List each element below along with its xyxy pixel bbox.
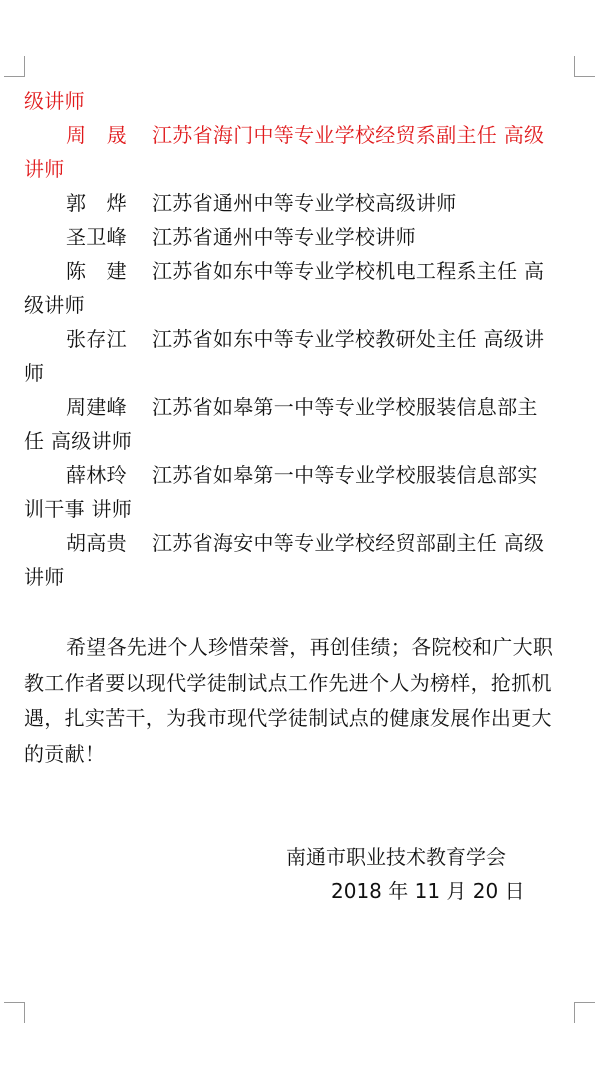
list-item bbox=[24, 390, 576, 424]
list-item bbox=[24, 458, 576, 492]
awardee-list bbox=[24, 84, 576, 594]
person-name: 周 晟 bbox=[66, 123, 127, 147]
list-item bbox=[24, 254, 576, 288]
list-line: 训干事 讲师 bbox=[24, 497, 133, 521]
list-item bbox=[24, 322, 576, 356]
list-line: 级讲师 bbox=[24, 89, 85, 113]
person-title: 江苏省如皋第一中等专业学校服装信息部主 bbox=[152, 395, 538, 419]
person-name: 周建峰 bbox=[66, 395, 127, 419]
person-name: 陈 建 bbox=[66, 259, 127, 283]
person-title: 江苏省通州中等专业学校讲师 bbox=[152, 225, 416, 249]
paragraph-line: 遇，扎实苦干，为我市现代学徒制试点的健康发展作出更大 bbox=[24, 706, 552, 730]
person-title: 江苏省如东中等专业学校教研处主任 高级讲 bbox=[152, 327, 545, 351]
person-title: 江苏省如东中等专业学校机电工程系主任 高 bbox=[152, 259, 545, 283]
list-item bbox=[24, 186, 576, 220]
list-line: 师 bbox=[24, 361, 45, 385]
paragraph-line: 的贡献！ bbox=[24, 741, 106, 766]
person-title: 江苏省海门中等专业学校经贸系副主任 高级 bbox=[152, 123, 545, 147]
signature-date: 2018 年 11 月 20 日 bbox=[331, 879, 525, 903]
paragraph-line: 希望各先进个人珍惜荣誉，再创佳绩；各院校和广大职 bbox=[66, 635, 554, 659]
page-corner-top-left-mark bbox=[4, 56, 25, 77]
person-title: 江苏省海安中等专业学校经贸部副主任 高级 bbox=[152, 531, 545, 555]
person-name: 胡高贵 bbox=[66, 531, 127, 555]
person-name: 圣卫峰 bbox=[66, 225, 127, 249]
person-title: 江苏省如皋第一中等专业学校服装信息部实 bbox=[152, 463, 538, 487]
list-line: 级讲师 bbox=[24, 293, 85, 317]
list-item bbox=[24, 526, 576, 560]
list-line: 任 高级讲师 bbox=[24, 429, 133, 453]
list-item bbox=[24, 220, 576, 254]
person-title: 江苏省通州中等专业学校高级讲师 bbox=[152, 191, 457, 215]
closing-paragraph bbox=[24, 630, 576, 772]
list-line: 讲师 bbox=[24, 565, 65, 589]
paragraph-line: 教工作者要以现代学徒制试点工作先进个人为榜样，抢抓机 bbox=[24, 670, 552, 695]
person-name: 郭 烨 bbox=[66, 191, 127, 215]
list-line: 讲师 bbox=[24, 157, 65, 181]
signature-organization: 南通市职业技术教育学会 bbox=[286, 845, 506, 869]
page-corner-top-right-mark bbox=[574, 56, 595, 77]
person-name: 薛林玲 bbox=[66, 463, 127, 487]
person-name: 张存江 bbox=[66, 327, 127, 351]
page-corner-bottom-left-mark bbox=[4, 1002, 25, 1023]
page-corner-bottom-right-mark bbox=[574, 1002, 595, 1023]
list-item bbox=[24, 118, 576, 152]
